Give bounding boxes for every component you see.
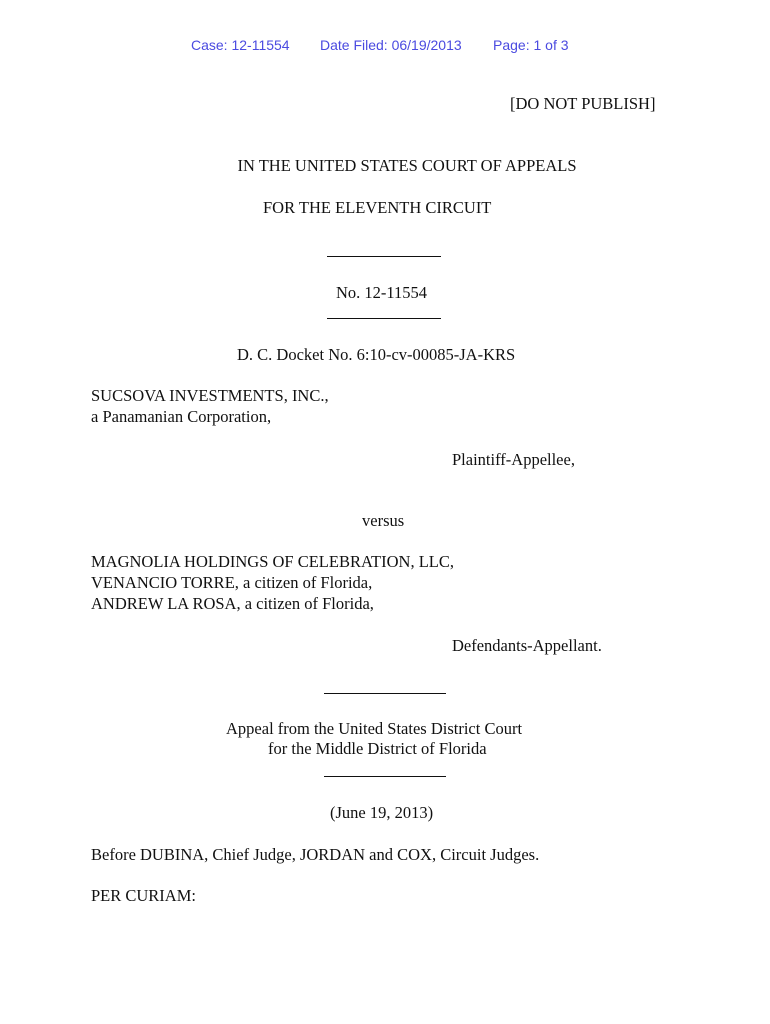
case-number: No. 12-11554 — [336, 283, 428, 302]
per-curiam-heading: PER CURIAM: — [91, 886, 196, 905]
plaintiff-role: Plaintiff-Appellee, — [452, 450, 575, 469]
divider — [327, 318, 441, 319]
court-name: IN THE UNITED STATES COURT OF APPEALS — [237, 156, 577, 175]
docket-number: D. C. Docket No. 6:10-cv-00085-JA-KRS — [237, 345, 516, 364]
defendant-line: MAGNOLIA HOLDINGS OF CELEBRATION, LLC, — [91, 552, 454, 571]
circuit-name: FOR THE ELEVENTH CIRCUIT — [263, 198, 492, 217]
header-page-count: Page: 1 of 3 — [493, 37, 569, 53]
divider — [324, 776, 446, 777]
appeal-district: for the Middle District of Florida — [268, 739, 487, 758]
divider — [324, 693, 446, 694]
panel-judges: Before DUBINA, Chief Judge, JORDAN and COX, Circuit Judges. — [91, 845, 540, 864]
defendants-role: Defendants-Appellant. — [452, 636, 602, 655]
defendant-line: ANDREW LA ROSA, a citizen of Florida, — [91, 594, 374, 613]
defendant-line: VENANCIO TORRE, a citizen of Florida, — [91, 573, 373, 592]
plaintiff-name: SUCSOVA INVESTMENTS, INC., — [91, 386, 329, 405]
publish-notice: [DO NOT PUBLISH] — [510, 94, 656, 113]
header-case-number: Case: 12-11554 — [191, 37, 290, 53]
plaintiff-description: a Panamanian Corporation, — [91, 407, 272, 426]
divider — [327, 256, 441, 257]
decision-date: (June 19, 2013) — [330, 803, 434, 822]
header-date-filed: Date Filed: 06/19/2013 — [320, 37, 462, 53]
appeal-court: Appeal from the United States District Court — [226, 719, 523, 738]
versus-label: versus — [362, 511, 405, 530]
